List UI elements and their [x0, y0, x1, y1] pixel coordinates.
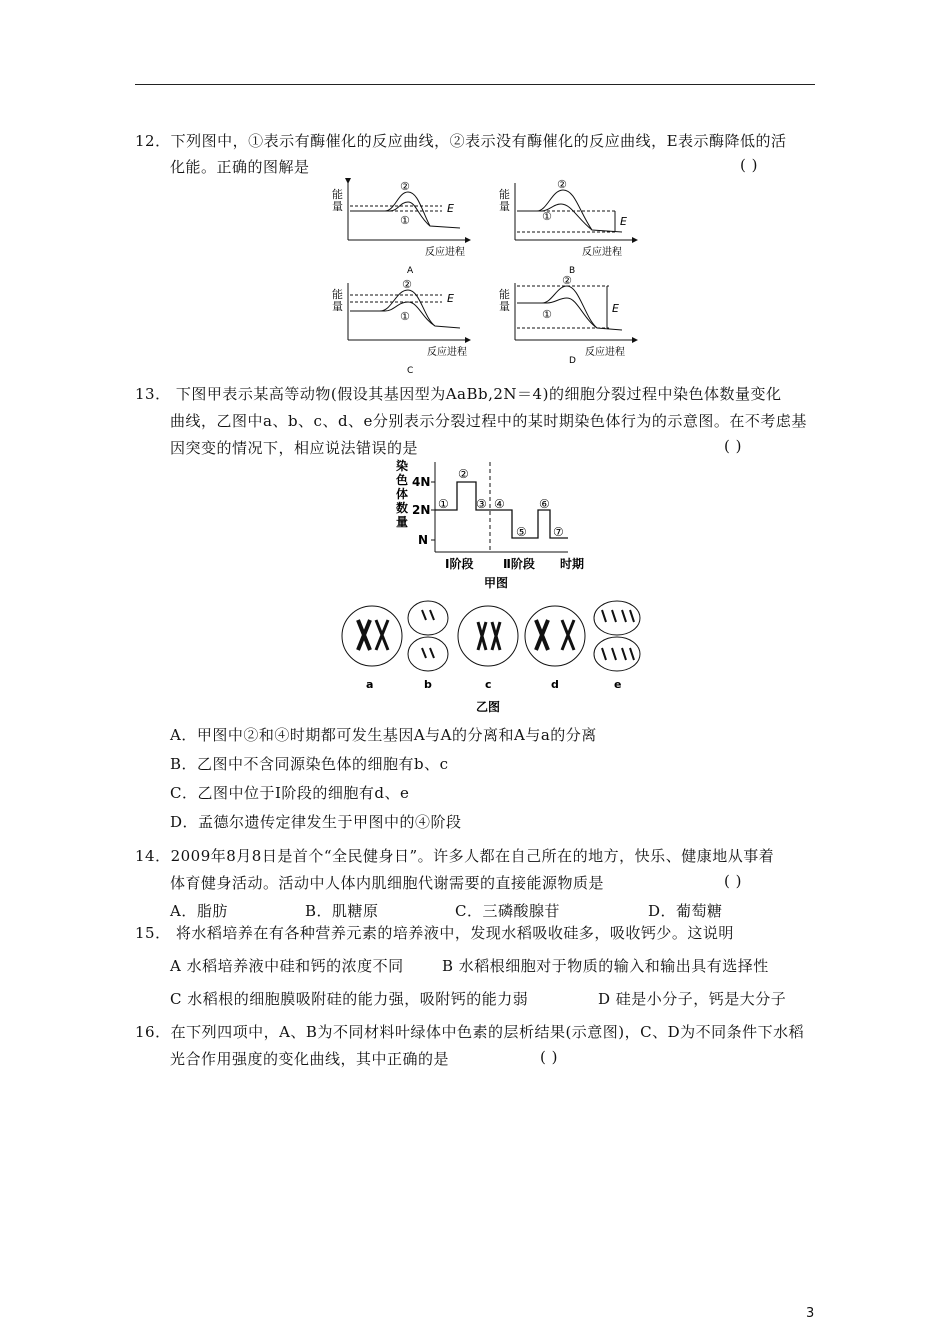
svg-text:③: ③: [476, 497, 487, 511]
svg-text:时期: 时期: [560, 557, 585, 571]
ylabel-top: 能: [332, 188, 343, 201]
svg-text:c: c: [485, 678, 492, 691]
q13-option-a: A．甲图中②和④时期都可发生基因A与A的分离和A与a的分离: [170, 726, 597, 744]
svg-text:e: e: [614, 678, 622, 691]
svg-text:染: 染: [396, 459, 409, 473]
svg-text:量: 量: [396, 515, 409, 529]
panel-label-d: D: [569, 356, 576, 366]
svg-text:E: E: [612, 302, 619, 315]
svg-text:②: ②: [400, 180, 410, 193]
svg-text:N: N: [418, 533, 429, 547]
cell-e: [594, 601, 640, 691]
panel-b: [499, 178, 637, 276]
q15-option-c: C 水稻根的细胞膜吸附硅的能力强，吸附钙的能力弱: [170, 990, 529, 1008]
svg-text:2N: 2N: [412, 503, 431, 517]
panel-c: [332, 278, 470, 376]
q12-line2: 化能。正确的图解是: [170, 158, 310, 176]
panel-label-c: C: [407, 366, 414, 376]
svg-text:⑤: ⑤: [516, 525, 527, 539]
svg-text:a: a: [366, 678, 374, 691]
svg-text:能: 能: [499, 288, 510, 301]
svg-text:量: 量: [499, 300, 510, 313]
q14-option-d: D．葡萄糖: [648, 902, 723, 920]
svg-text:①: ①: [400, 310, 410, 323]
q16-line1: 16．在下列四项中，A、B为不同材料叶绿体中色素的层析结果(示意图)，C、D为不同条件下水稻: [135, 1023, 805, 1041]
svg-text:②: ②: [557, 178, 567, 191]
svg-text:量: 量: [499, 200, 510, 213]
svg-text:反应进程: 反应进程: [425, 247, 465, 258]
q15-option-b: B 水稻根细胞对于物质的输入和输出具有选择性: [442, 957, 769, 975]
panel-a: [332, 180, 470, 276]
svg-text:反应进程: 反应进程: [427, 347, 467, 358]
svg-text:甲图: 甲图: [484, 576, 509, 590]
q13-line2: 曲线，乙图中a、b、c、d、e分别表示分裂过程中的某时期染色体行为的示意图。在不考虑基: [170, 412, 807, 430]
chromosome-count-graph: [390, 460, 600, 595]
q15-option-a: A 水稻培养液中硅和钙的浓度不同: [170, 957, 404, 975]
svg-text:②: ②: [562, 274, 572, 287]
q14-bracket: ( ): [724, 872, 742, 890]
q13-line3: 因突变的情况下，相应说法错误的是: [170, 439, 419, 457]
q12-line1: 12．下列图中，①表示有酶催化的反应曲线，②表示没有酶催化的反应曲线，E表示酶降低的活: [135, 132, 787, 150]
svg-text:4N: 4N: [412, 475, 431, 489]
svg-text:体: 体: [396, 487, 409, 501]
svg-text:Ⅰ阶段: Ⅰ阶段: [445, 557, 474, 571]
svg-text:能: 能: [332, 288, 343, 301]
cell-a: [342, 606, 402, 691]
graph-ylabel: [395, 458, 408, 529]
q13-option-d: D．孟德尔遗传定律发生于甲图中的④阶段: [170, 813, 462, 831]
svg-text:E: E: [447, 202, 454, 215]
header-rule: [135, 84, 815, 85]
q13-bracket: ( ): [724, 437, 742, 455]
q16-bracket: ( ): [540, 1048, 558, 1066]
q14-option-c: C．三磷酸腺苷: [455, 902, 560, 920]
q12-energy-diagrams: [330, 178, 650, 376]
q13-option-b: B．乙图中不含同源染色体的细胞有b、c: [170, 755, 449, 773]
page-number: 3: [806, 1306, 815, 1321]
panel-label-a: A: [407, 266, 414, 276]
svg-text:④: ④: [494, 497, 505, 511]
svg-text:E: E: [447, 292, 454, 305]
svg-text:①: ①: [542, 210, 552, 223]
svg-text:②: ②: [458, 467, 469, 481]
svg-text:②: ②: [402, 278, 412, 291]
panel-d: [499, 274, 637, 366]
svg-text:①: ①: [542, 308, 552, 321]
q13-line1: 13． 下图甲表示某高等动物(假设其基因型为AaBb,2N＝4)的细胞分裂过程中染色体数量变化: [135, 385, 782, 403]
cells-caption: 乙图: [476, 700, 501, 714]
panel-label-b: B: [569, 266, 576, 276]
ylabel-bottom: 量: [332, 200, 343, 213]
svg-text:能: 能: [499, 188, 510, 201]
svg-text:反应进程: 反应进程: [582, 247, 622, 258]
q15-line1: 15． 将水稻培养在有各种营养元素的培养液中，发现水稻吸收硅多，吸收钙少。这说明: [135, 924, 734, 942]
q15-option-d: D 硅是小分子，钙是大分子: [598, 990, 787, 1008]
svg-text:⑦: ⑦: [553, 525, 564, 539]
svg-text:①: ①: [438, 497, 449, 511]
q14-line1: 14．2009年8月8日是首个“全民健身日”。许多人都在自己所在的地方，快乐、健康地从事着: [135, 847, 775, 865]
q13-option-c: C．乙图中位于Ⅰ阶段的细胞有d、e: [170, 784, 410, 802]
cell-d: [525, 606, 585, 691]
svg-text:反应进程: 反应进程: [585, 347, 625, 358]
svg-text:①: ①: [400, 214, 410, 227]
svg-text:量: 量: [332, 300, 343, 313]
svg-text:色: 色: [396, 473, 409, 487]
q16-line2: 光合作用强度的变化曲线，其中正确的是: [170, 1050, 450, 1068]
svg-text:b: b: [424, 678, 432, 691]
svg-text:数: 数: [396, 501, 409, 515]
q14-option-a: A．脂肪: [170, 902, 228, 920]
cell-b: [408, 601, 448, 691]
q14-option-b: B．肌糖原: [305, 902, 379, 920]
q12-bracket: ( ): [740, 156, 758, 174]
svg-text:⑥: ⑥: [539, 497, 550, 511]
cell-c: [458, 606, 518, 691]
svg-text:E: E: [620, 215, 627, 228]
svg-text:Ⅱ阶段: Ⅱ阶段: [503, 557, 535, 571]
svg-text:d: d: [551, 678, 559, 691]
cell-division-diagrams: [340, 598, 650, 718]
q14-line2: 体育健身活动。活动中人体内肌细胞代谢需要的直接能源物质是: [170, 874, 605, 892]
